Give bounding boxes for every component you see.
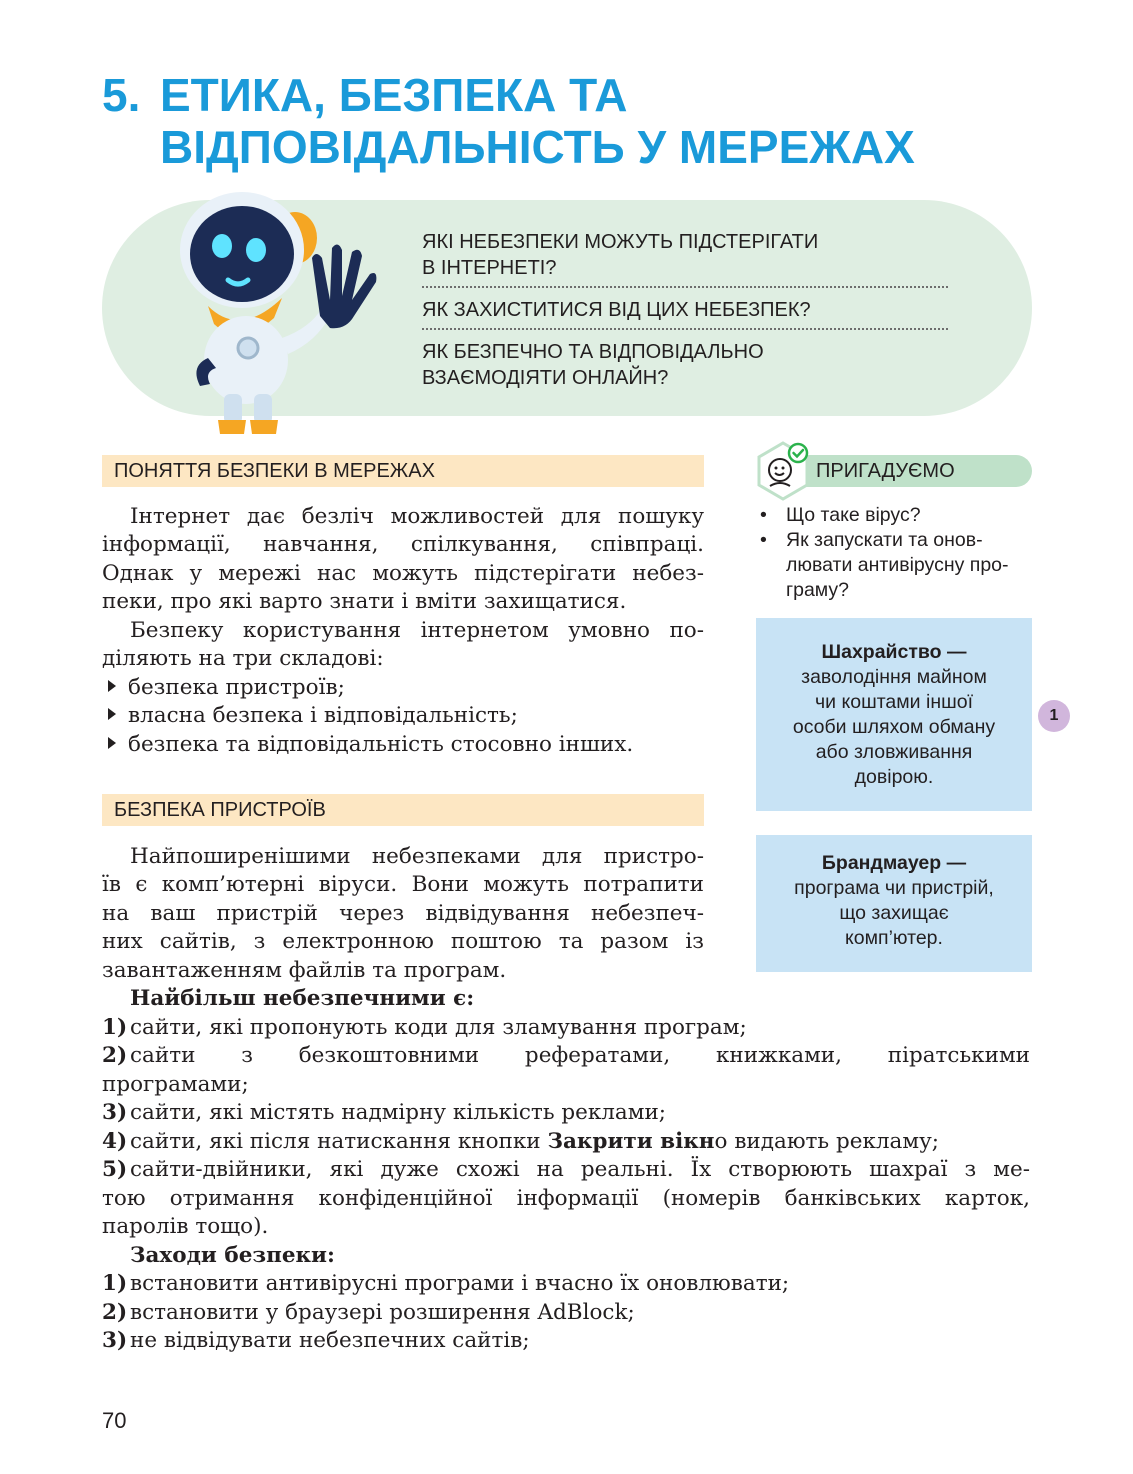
list-number: 2) <box>102 1043 128 1068</box>
page-number: 70 <box>102 1408 127 1433</box>
question-1-line-1: ЯКІ НЕБЕЗПЕКИ МОЖУТЬ ПІДСТЕРІГАТИ <box>422 231 819 253</box>
list-item <box>108 731 633 759</box>
definition-line: заволодіння майном <box>801 666 987 688</box>
dangerous-heading: Найбільш небезпечними є: <box>130 986 475 1011</box>
robot-mascot-icon <box>170 188 400 436</box>
remind-heading: ПРИГАДУЄМО <box>816 460 955 482</box>
question-1-line-2: В ІНТЕРНЕТІ? <box>422 257 557 279</box>
list-item-text: не відвідувати небезпечних сайтів; <box>130 1328 530 1353</box>
paragraph-line: Однак у мережі нас можуть підстерігати небез- <box>102 561 704 586</box>
list-number: 3) <box>102 1328 128 1353</box>
list-number: 1) <box>102 1015 128 1040</box>
list-item-text: сайти, які пропонують коди для зламування програм; <box>130 1015 747 1040</box>
list-item-text: встановити у браузері розширення AdBlock; <box>130 1300 635 1325</box>
definition-box-firewall <box>756 835 1032 972</box>
remember-thinking-head-icon <box>752 440 814 502</box>
list-item-text: тою отримання конфіденційної інформації (номерів банківських карток, <box>102 1186 1030 1211</box>
list-item-text: сайти, які після натискання кнопки Закрити вікно видають рекламу; <box>130 1129 939 1154</box>
triangle-bullet-icon <box>108 737 116 749</box>
measures-heading: Заходи безпеки: <box>130 1243 335 1268</box>
remind-item: Як запускати та онов- <box>786 529 983 551</box>
list-item-text: встановити антивірусні програми і вчасно їх оновлювати; <box>130 1271 790 1296</box>
list-item-text: безпека та відповідальність стосовно інших. <box>128 732 634 757</box>
definition-box-fraud <box>756 618 1032 811</box>
definition-line: довірою. <box>854 766 934 788</box>
definition-line: комп’ютер. <box>845 927 943 949</box>
definition-term: Шахрайство — <box>821 641 967 663</box>
question-3-line-2: ВЗАЄМОДІЯТИ ОНЛАЙН? <box>422 367 669 389</box>
question-divider <box>422 286 948 288</box>
paragraph-line: інформації, навчання, спілкування, співпраці. <box>102 532 704 557</box>
paragraph-line: на ваш пристрій через відвідування небезпеч- <box>102 901 704 926</box>
triangle-bullet-icon <box>108 708 116 720</box>
remind-item: лювати антивірусну про- <box>786 554 1009 576</box>
question-2: ЯК ЗАХИСТИТИСЯ ВІД ЦИХ НЕБЕЗПЕК? <box>422 299 811 321</box>
definition-line: що захищає <box>839 902 949 924</box>
paragraph-line: діляють на три складові: <box>102 646 384 671</box>
definition-line: чи коштами іншої <box>815 691 973 713</box>
definition-term: Брандмауер — <box>821 852 967 874</box>
paragraph-line: них сайтів, з електронною поштою та разом із <box>102 929 704 954</box>
paragraph-line: Інтернет дає безліч можливостей для пошуку <box>130 504 704 529</box>
list-number: 4) <box>102 1129 128 1154</box>
bullet-icon: • <box>760 504 767 526</box>
remind-item: Що таке вірус? <box>786 504 921 526</box>
paragraph-line: пеки, про які варто знати і вміти захищатися. <box>102 589 627 614</box>
paragraph-line: Найпоширенішими небезпеками для пристро- <box>130 844 704 869</box>
paragraph-line: Безпеку користування інтернетом умовно по- <box>130 618 704 643</box>
bullet-icon: • <box>760 529 767 551</box>
remind-item: граму? <box>786 579 850 601</box>
chapter-title-line-1: ЕТИКА, БЕЗПЕКА ТА <box>160 69 628 121</box>
triangle-bullet-icon <box>108 680 116 692</box>
chapter-number: 5. <box>102 69 141 121</box>
list-item-text: сайти, які містять надмірну кількість реклами; <box>130 1100 667 1125</box>
section-heading-device-safety: БЕЗПЕКА ПРИСТРОЇВ <box>102 794 704 826</box>
list-number: 2) <box>102 1300 128 1325</box>
definition-line: особи шляхом обману <box>792 716 996 738</box>
close-window-term: Закрити вікн <box>547 1129 715 1154</box>
list-item <box>108 702 518 730</box>
list-item-text: сайти-двійники, які дуже схожі на реальні. Їх створюють шахраї з ме- <box>130 1157 1030 1182</box>
paragraph-line: їв є комп’ютерні віруси. Вони можуть потрапити <box>102 872 704 897</box>
definition-line: програма чи пристрій, <box>794 877 994 899</box>
list-number: 1) <box>102 1271 128 1296</box>
question-3-line-1: ЯК БЕЗПЕЧНО ТА ВІДПОВІДАЛЬНО <box>422 341 764 363</box>
definition-line: або зловживання <box>815 741 973 763</box>
reference-badge: 1 <box>1038 700 1070 732</box>
list-number: 3) <box>102 1100 128 1125</box>
section-heading-network-safety: ПОНЯТТЯ БЕЗПЕКИ В МЕРЕЖАХ <box>102 455 704 487</box>
question-divider <box>422 328 948 330</box>
list-item-text: безпека пристроїв; <box>128 675 345 700</box>
chapter-title-line-2: ВІДПОВІДАЛЬНІСТЬ У МЕРЕЖАХ <box>160 121 915 173</box>
paragraph-line: завантаженням файлів та програм. <box>102 958 507 983</box>
list-item <box>108 674 345 702</box>
list-number: 5) <box>102 1157 128 1182</box>
list-item-text: власна безпека і відповідальність; <box>128 703 518 728</box>
list-item-text: сайти з безкоштовними рефератами, книжками, піратськими <box>130 1043 1030 1068</box>
list-item-text: паролів тощо). <box>102 1214 269 1239</box>
list-item-text: програмами; <box>102 1072 249 1097</box>
